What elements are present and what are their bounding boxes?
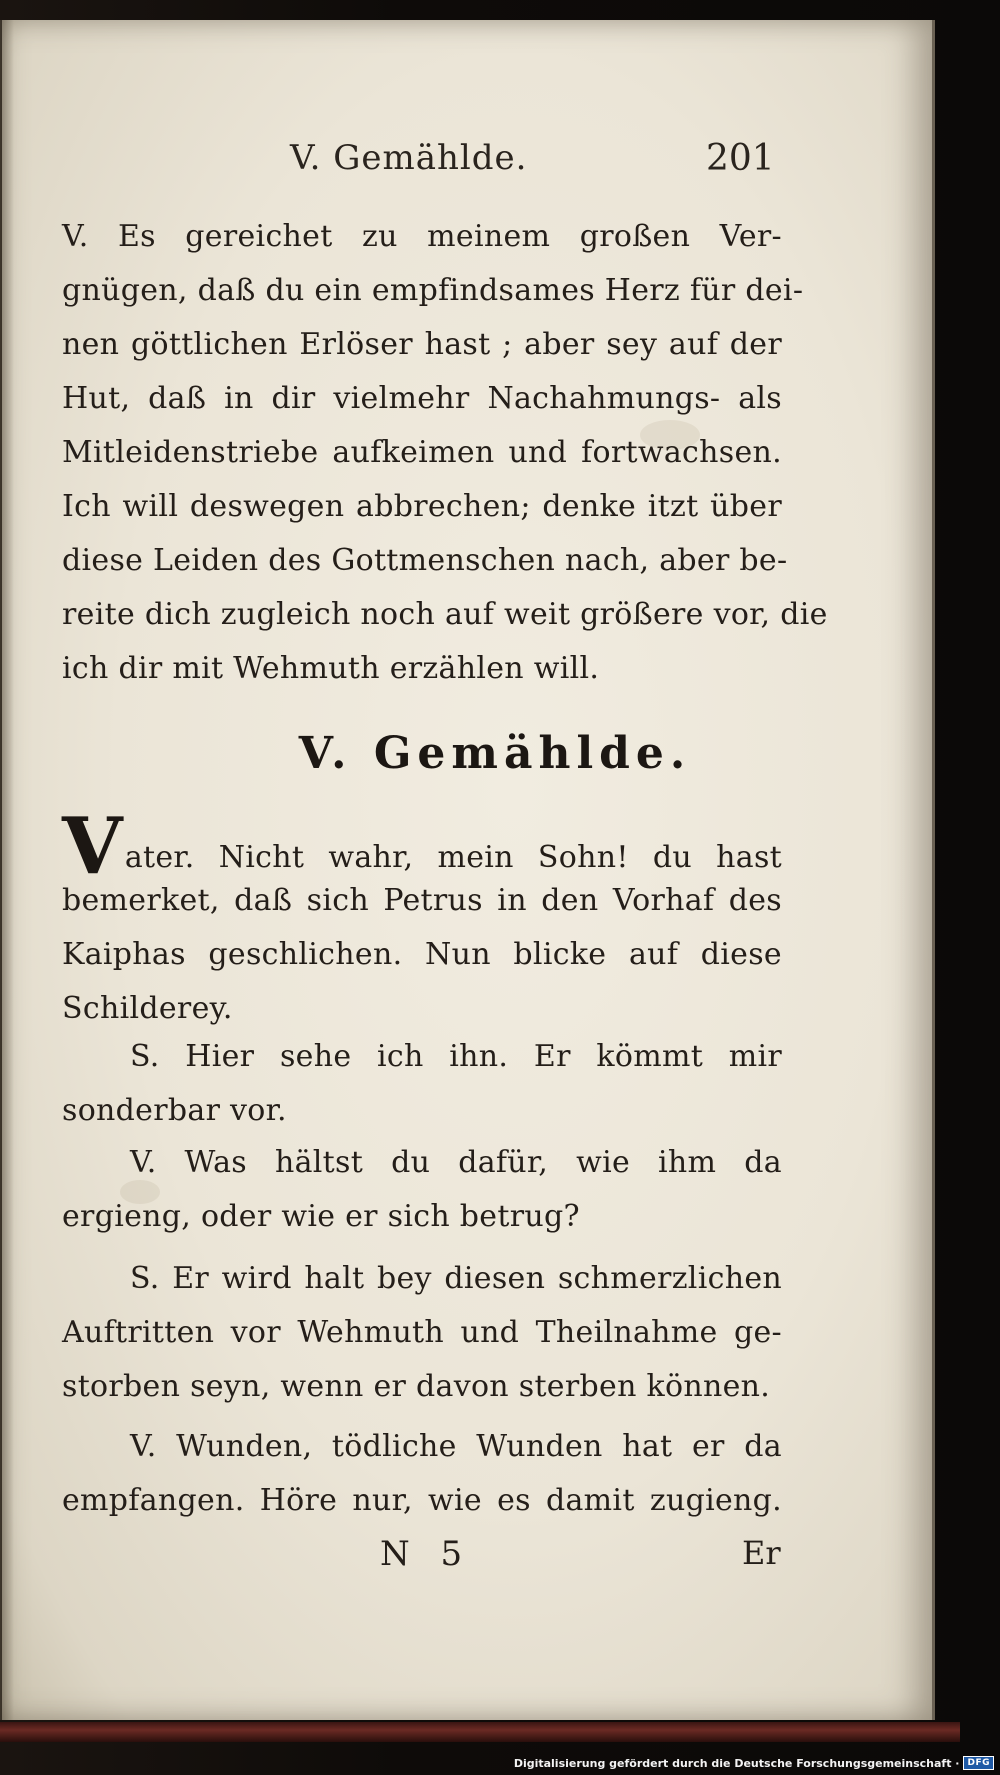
paragraph-5 [62,1252,782,1414]
text-line: V. Was hältst du dafür, wie ihm da [130,1145,782,1180]
text-line [62,801,782,892]
text-line: Kaiphas geschlichen. Nun blicke auf diese [62,937,782,972]
signature-mark: N 5 [380,1534,473,1574]
text-line: V. Wunden, tödliche Wunden hat er da [130,1429,782,1464]
text-line: ich dir mit Wehmuth erzählen will. [62,651,600,686]
text-line: bemerket, daß sich Petrus in den Vorhaf des [62,883,782,918]
text-line: reite dich zugleich noch auf weit größere vor, die [62,597,828,632]
text-line: V. Es gereichet zu meinem großen Ver- [62,219,782,254]
text-line: Mitleidenstriebe aufkeimen und fortwachsen. [62,435,782,470]
text-line: Ich will deswegen abbrechen; denke itzt über [62,489,782,524]
paragraph-1 [62,210,828,696]
running-head [0,138,930,190]
paragraph-4 [62,1136,782,1244]
text-line: sonderbar vor. [62,1093,287,1128]
page-edge [0,1722,960,1742]
text-line: Schilderey. [62,991,233,1026]
text-line: diese Leiden des Gottmenschen nach, aber be- [62,543,788,578]
paragraph-2 [62,801,782,1036]
running-title: V. Gemählde. [290,138,528,178]
text-line: ergieng, oder wie er sich betrug? [62,1199,580,1234]
text-line: storben seyn, wenn er davon sterben können. [62,1369,771,1404]
paragraph-3 [62,1030,782,1138]
text-line: nen göttlichen Erlöser hast ; aber sey auf der [62,327,782,362]
text-line: empfangen. Höre nur, wie es damit zugieng. [62,1483,782,1518]
text-line: gnügen, daß du ein empfindsames Herz für dei- [62,273,804,308]
first-line-text: ater. Nicht wahr, mein Sohn! du hast [124,840,782,875]
text-line: S. Er wird halt bey diesen schmerzlichen [130,1261,782,1296]
catchword: Er [742,1534,781,1572]
drop-cap: V [62,801,123,892]
footer-credit-text: Digitalisierung gefördert durch die Deutsche Forschungsgemeinschaft · [513,1756,960,1770]
paragraph-6 [62,1420,782,1528]
footer-credit [514,1754,994,1772]
catchwords-row [0,1534,930,1584]
spine-shadow [0,20,14,1720]
dfg-logo: DFG [963,1756,994,1770]
text-line: Auftritten vor Wehmuth und Theilnahme ge- [62,1315,782,1350]
section-heading: V. Gemählde. [298,728,692,779]
page-number: 201 [706,138,775,179]
text-line: S. Hier sehe ich ihn. Er kömmt mir [130,1039,782,1074]
text-line: Hut, daß in dir vielmehr Nachahmungs- als [62,381,782,416]
